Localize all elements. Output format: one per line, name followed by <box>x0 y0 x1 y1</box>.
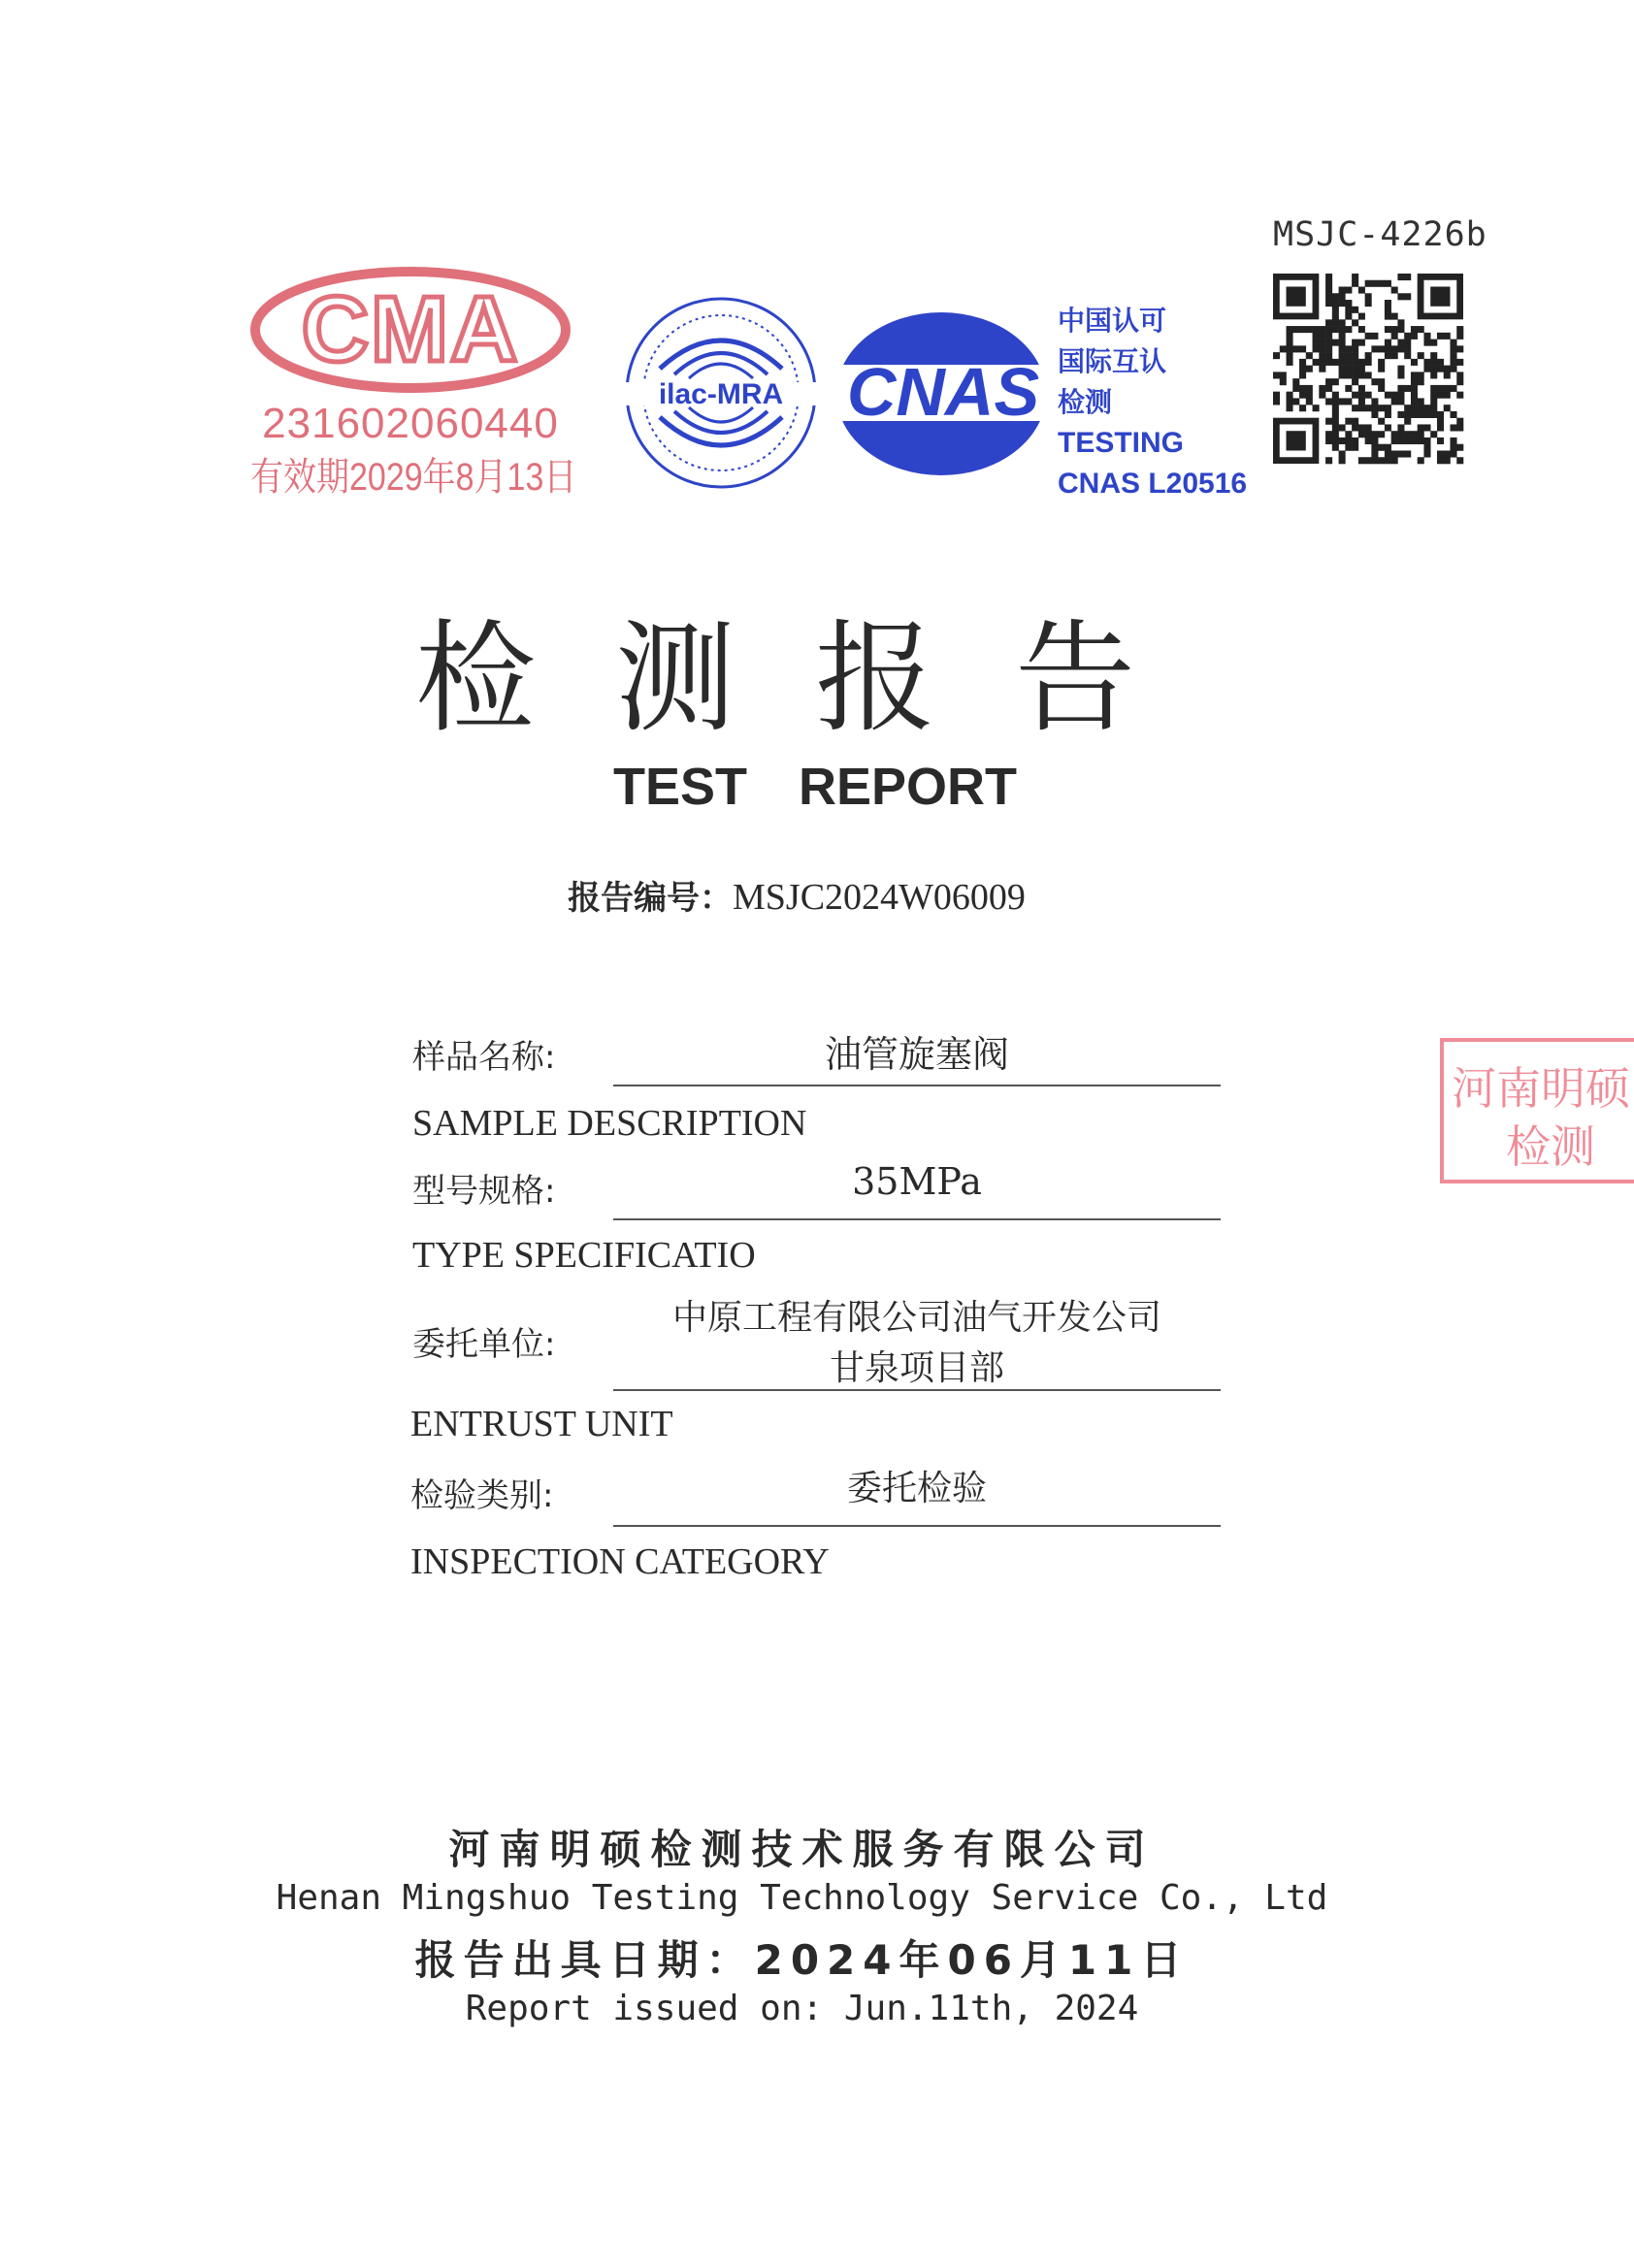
sample-label-en: SAMPLE DESCRIPTION <box>412 1103 807 1144</box>
category-value: 委托检验 <box>846 1469 987 1508</box>
sample-underline <box>613 1085 1221 1086</box>
category-label-en: INSPECTION CATEGORY <box>410 1541 830 1582</box>
qr-code-icon <box>1273 274 1463 464</box>
title-english: TEST REPORT <box>612 758 1018 816</box>
cma-logo <box>250 264 577 504</box>
cnas-mark-text: CNAS <box>846 354 1040 430</box>
document-code: MSJC-4226b <box>1273 215 1487 254</box>
category-label-cn: 检验类别: <box>410 1476 554 1515</box>
ilac-mra-icon <box>621 293 821 493</box>
entrust-value-line-1: 中原工程有限公司油气开发公司 <box>671 1298 1161 1338</box>
cnas-line-3: 检测 <box>1058 386 1113 418</box>
category-underline <box>613 1525 1221 1527</box>
sample-value: 油管旋塞阀 <box>824 1033 1009 1076</box>
cnas-logo <box>825 307 1058 481</box>
type-value: 35MPa <box>852 1160 982 1203</box>
company-name-cn: 河南明硕检测技术服务有限公司 <box>448 1826 1156 1873</box>
cma-mark-icon <box>250 264 571 400</box>
ilac-mra-logo <box>621 293 821 493</box>
cnas-line-4: TESTING <box>1058 427 1185 459</box>
seal-line-1: 河南明硕 <box>1452 1062 1630 1115</box>
cnas-line-1: 中国认可 <box>1058 305 1167 337</box>
cnas-mark-icon <box>825 307 1058 481</box>
entrust-label-cn: 委托单位: <box>412 1325 556 1364</box>
type-underline <box>613 1218 1221 1220</box>
entrust-value-line-2: 甘泉项目部 <box>829 1348 1004 1388</box>
report-number <box>568 871 1026 919</box>
issue-date-cn: 报告出具日期：2024年06月11日 <box>414 1936 1190 1984</box>
cma-license-number: 231602060440 <box>262 400 559 447</box>
svg-text:CMA: CMA <box>301 277 520 381</box>
cnas-line-2: 国际互认 <box>1058 345 1167 377</box>
title-chinese: 检测报告 <box>414 609 1215 749</box>
cnas-line-5: CNAS L20516 <box>1058 468 1248 500</box>
issue-date-en: Report issued on: Jun.11th, 2024 <box>465 1989 1139 2028</box>
company-seal-stamp <box>1440 1038 1634 1183</box>
type-label-cn: 型号规格: <box>412 1172 556 1211</box>
ilac-mark-text: ilac-MRA <box>658 378 784 410</box>
cnas-text-block <box>1058 301 1248 504</box>
entrust-underline <box>613 1389 1221 1391</box>
report-number-value: MSJC2024W06009 <box>733 877 1026 918</box>
company-name-en: Henan Mingshuo Testing Technology Service Co., Ltd <box>276 1878 1328 1918</box>
report-number-label: 报告编号： <box>568 879 733 918</box>
seal-line-2: 检测 <box>1506 1120 1595 1173</box>
qr-code <box>1273 274 1463 464</box>
type-label-en: TYPE SPECIFICATIO <box>412 1235 756 1276</box>
sample-label-cn: 样品名称: <box>412 1038 556 1077</box>
cma-valid-until: 有效期2029年8月13日 <box>250 456 577 499</box>
entrust-label-en: ENTRUST UNIT <box>410 1404 673 1444</box>
